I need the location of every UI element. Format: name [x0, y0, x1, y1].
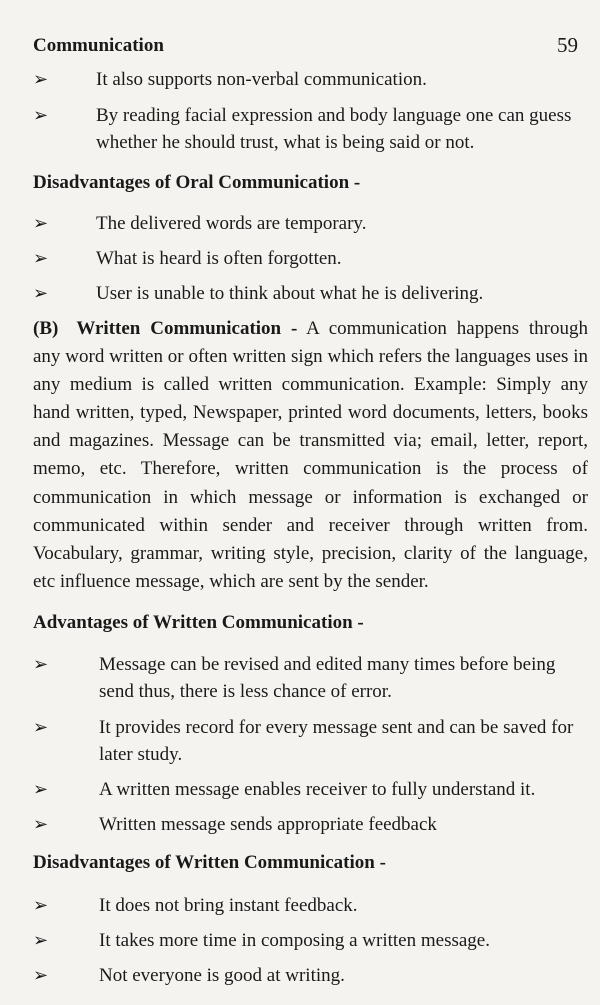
bullet-arrow-icon: ➢: [33, 248, 49, 268]
bullet-arrow-icon: ➢: [33, 779, 49, 799]
list-item-text: By reading facial expression and body language one can guess whether he should trust, what is being said or not.: [96, 105, 572, 153]
bullet-arrow-icon: ➢: [33, 105, 49, 125]
paragraph-body: A communication happens through any word written or often written sign which refers the languages uses in any medium is called written communication. Example: Simply any hand written, typed, Newspaper, printed word documents, letters, books and magazines. Message can be transmitted via; email, letter, report, memo, etc. Therefore, written communication is the process of communication in which message or information is exchanged or communicated within sender and receiver through written from. Vocabulary, grammar, writing style, precision, clarity of the language, etc influence message, which are sent by the sender.: [33, 318, 589, 592]
bullet-arrow-icon: ➢: [33, 965, 49, 985]
bullet-arrow-icon: ➢: [33, 895, 49, 915]
list-item-text: It provides record for every message sent and can be saved for later study.: [99, 717, 574, 765]
bullet-arrow-icon: ➢: [33, 654, 49, 674]
list-item-text: It also supports non-verbal communication.: [96, 69, 427, 90]
bullet-arrow-icon: ➢: [33, 814, 49, 834]
list-item-text: A written message enables receiver to fully understand it.: [99, 779, 536, 800]
section-label: (B): [33, 318, 59, 339]
section-heading-written-disadvantages: Disadvantages of Written Communication -: [33, 852, 386, 873]
section-heading-oral-disadvantages: Disadvantages of Oral Communication -: [33, 172, 361, 193]
section-heading-written-advantages: Advantages of Written Communication -: [33, 612, 364, 633]
list-item-text: The delivered words are temporary.: [96, 213, 367, 234]
bullet-arrow-icon: ➢: [33, 717, 49, 737]
list-item-text: It does not bring instant feedback.: [99, 895, 358, 916]
page-number: 59: [557, 33, 578, 57]
bullet-arrow-icon: ➢: [33, 69, 49, 89]
section-term: Written Communication -: [76, 318, 298, 339]
list-item-text: User is unable to think about what he is delivering.: [96, 283, 484, 304]
list-item-text: It takes more time in composing a written message.: [99, 930, 490, 951]
list-item-text: What is heard is often forgotten.: [96, 248, 342, 269]
page-header: [33, 35, 578, 61]
list-item-text: Message can be revised and edited many times before being send thus, there is less chance of error.: [99, 654, 556, 702]
list-item-text: Not everyone is good at writing.: [99, 965, 345, 986]
running-title: Communication: [33, 35, 164, 56]
list-item-text: Written message sends appropriate feedback: [99, 814, 437, 835]
bullet-arrow-icon: ➢: [33, 283, 49, 303]
bullet-arrow-icon: ➢: [33, 930, 49, 950]
bullet-arrow-icon: ➢: [33, 213, 49, 233]
written-communication-paragraph: [33, 315, 588, 596]
